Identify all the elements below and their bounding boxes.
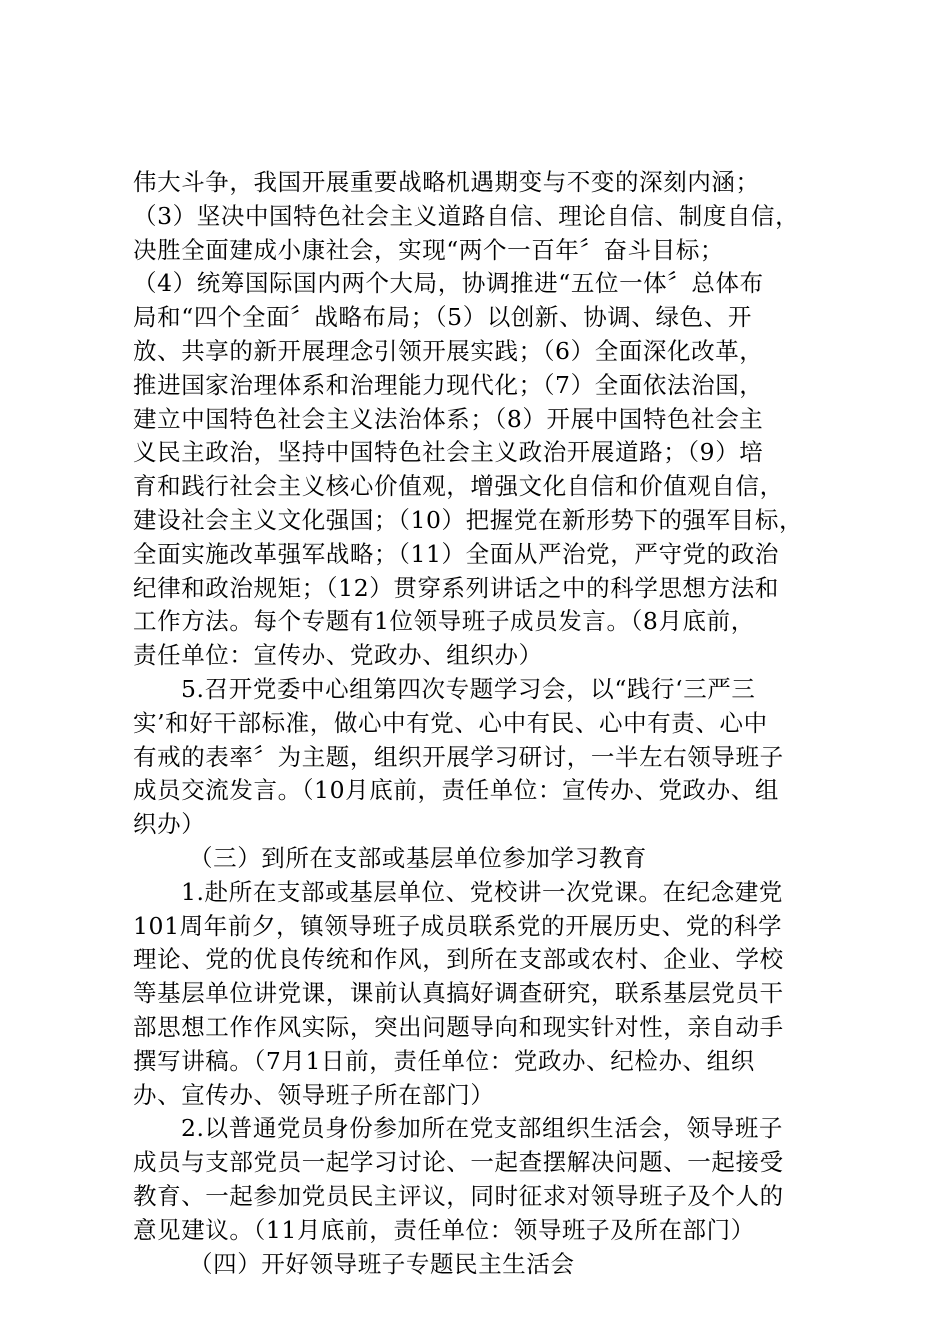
text-line: 成员交流发言。（10月底前，责任单位：宣传办、党政办、组 <box>133 776 779 805</box>
text-line: 推进国家治理体系和治理能力现代化；（7）全面依法治国， <box>133 370 764 399</box>
section-heading: （四）开好领导班子专题民主生活会 <box>189 1249 575 1278</box>
text-line: 织办） <box>133 810 206 839</box>
document-body <box>133 166 833 1281</box>
paragraph-start-line: 5.召开党委中心组第四次专题学习会，以“践行‘三严三 <box>181 674 756 703</box>
text-line: 撰写讲稿。（7月1日前，责任单位：党政办、纪检办、组织 <box>133 1046 755 1075</box>
text-line: 实’和好干部标准，做心中有党、心中有民、心中有责、心中 <box>133 708 768 737</box>
text-line: 部思想工作作风实际，突出问题导向和现实针对性，亲自动手 <box>133 1012 784 1041</box>
text-line: 建设社会主义文化强国；（10）把握党在新形势下的强军目标， <box>133 505 804 534</box>
text-line: 建立中国特色社会主义法治体系；（8）开展中国特色社会主 <box>133 404 764 433</box>
text-line: 101周年前夕，镇领导班子成员联系党的开展历史、党的科学 <box>133 911 783 940</box>
paragraph-start-line: 2.以普通党员身份参加所在党支部组织生活会，领导班子 <box>181 1114 784 1143</box>
text-line: 全面实施改革强军战略；（11）全面从严治党，严守党的政治 <box>133 539 779 568</box>
text-line: 育和践行社会主义核心价值观，增强文化自信和价值观自信， <box>133 472 784 501</box>
text-line: 放、共享的新开展理念引领开展实践；（6）全面深化改革， <box>133 336 764 365</box>
text-line: 意见建议。（11月底前，责任单位：领导班子及所在部门） <box>133 1215 755 1244</box>
text-line: 局和“四个全面〞战略布局；（5）以创新、协调、绿色、开 <box>133 303 752 332</box>
text-line: （3）坚决中国特色社会主义道路自信、理论自信、制度自信， <box>133 201 800 230</box>
text-line: 责任单位：宣传办、党政办、组织办） <box>133 641 543 670</box>
text-line: 教育、一起参加党员民主评议，同时征求对领导班子及个人的 <box>133 1181 784 1210</box>
text-line: 伟大斗争，我国开展重要战略机遇期变与不变的深刻内涵； <box>133 168 760 196</box>
text-line: 义民主政治，坚持中国特色社会主义政治开展道路；（9）培 <box>133 438 764 467</box>
text-line: （4）统筹国际国内两个大局，协调推进“五位一体〞总体布 <box>133 269 764 298</box>
text-line: 办、宣传办、领导班子所在部门） <box>133 1080 495 1109</box>
text-line: 理论、党的优良传统和作风，到所在支部或农村、企业、学校 <box>133 945 784 974</box>
text-line: 等基层单位讲党课，课前认真搞好调查研究，联系基层党员干 <box>133 979 784 1008</box>
text-line: 工作方法。每个专题有1位领导班子成员发言。（8月底前， <box>133 607 755 636</box>
text-line: 成员与支部党员一起学习讨论、一起查摆解决问题、一起接受 <box>133 1148 784 1177</box>
text-line: 有戒的表率〞为主题，组织开展学习研讨，一半左右领导班子 <box>133 742 784 771</box>
text-line: 纪律和政治规矩；（12）贯穿系列讲话之中的科学思想方法和 <box>133 573 779 602</box>
section-heading: （三）到所在支部或基层单位参加学习教育 <box>189 843 647 872</box>
paragraph-start-line: 1.赴所在支部或基层单位、党校讲一次党课。在纪念建党 <box>181 877 784 906</box>
text-line: 决胜全面建成小康社会，实现“两个一百年〞奋斗目标； <box>133 235 725 264</box>
